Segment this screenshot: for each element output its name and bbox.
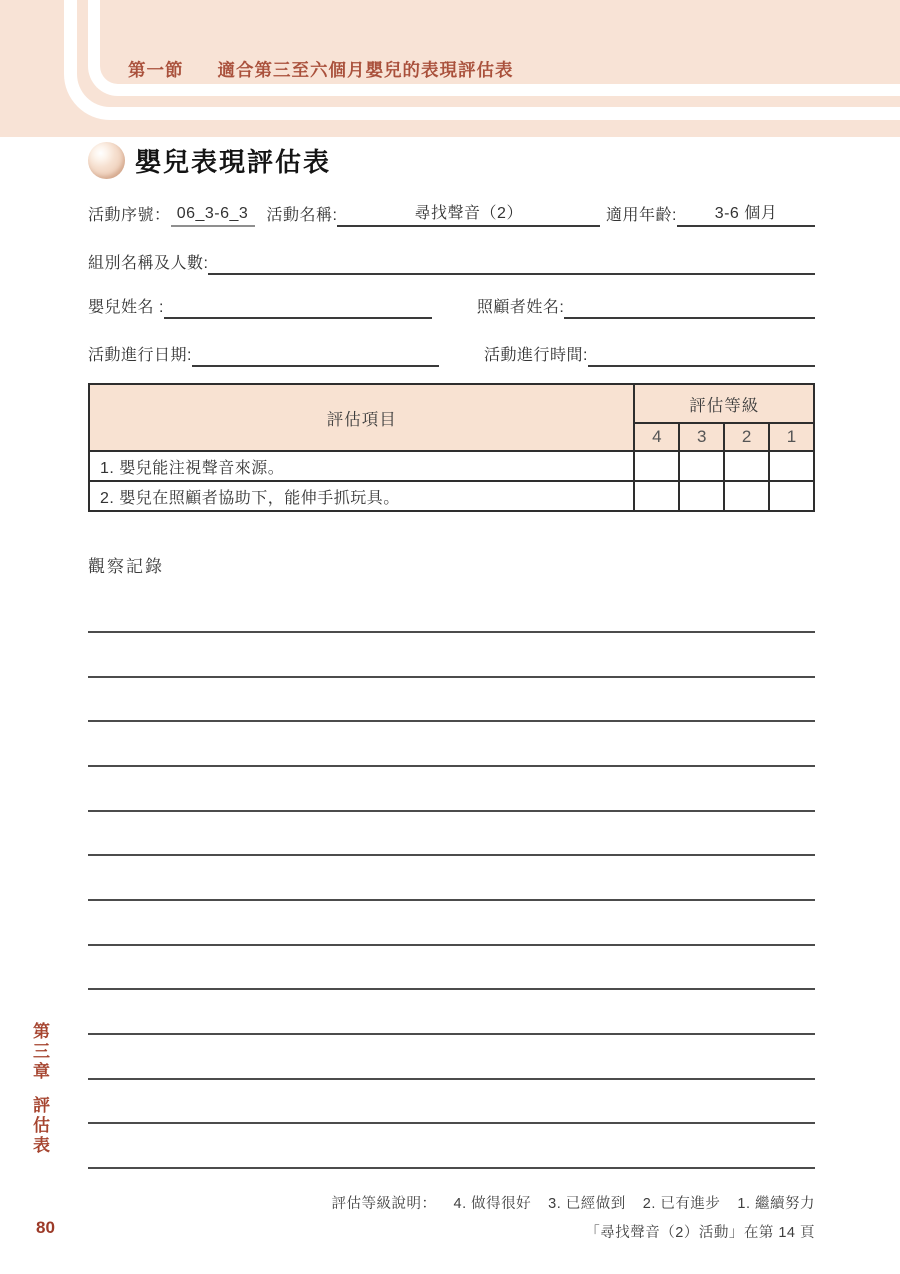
activity-no-label: 活動序號： (88, 207, 171, 224)
ruled-line (88, 944, 815, 946)
ruled-line (88, 899, 815, 901)
grade-note-1: 1. 繼續努力 (737, 1196, 815, 1212)
group-value (208, 255, 815, 275)
table-row (89, 451, 814, 481)
grade-cell (634, 481, 679, 511)
time-label: 活動進行時間: (483, 347, 588, 364)
chapter-label: 第三章 (30, 1022, 49, 1082)
ruled-line (88, 1167, 815, 1169)
form-row-names (88, 294, 815, 319)
activity-reference: 「尋找聲音（2）活動」在第 14 頁 (585, 1225, 815, 1241)
table-header-items: 評估項目 (89, 384, 634, 451)
caregiver-label: 照顧者姓名: (476, 299, 565, 316)
form-row-activity (88, 200, 815, 227)
table-header-grades: 評估等級 (634, 384, 814, 423)
section-title: 適合第三至六個月嬰兒的表現評估表 (217, 60, 514, 80)
activity-no-value: 06_3-6_3 (171, 205, 255, 227)
ruled-line (88, 720, 815, 722)
observation-label: 觀察記錄 (88, 557, 164, 576)
time-value (588, 347, 815, 367)
observation-lines (88, 631, 815, 1169)
date-value (192, 347, 439, 367)
ruled-line (88, 988, 815, 990)
grade-note-2: 2. 已有進步 (642, 1196, 721, 1212)
ruled-line (88, 631, 815, 633)
infant-name-value (164, 299, 432, 319)
grade-note-4: 4. 做得很好 (453, 1196, 532, 1212)
grade-cell (679, 481, 724, 511)
age-label: 適用年齡: (606, 207, 677, 224)
grade-cell (724, 481, 769, 511)
date-label: 活動進行日期: (88, 347, 192, 364)
grade-note-label: 評估等級說明： (331, 1196, 437, 1212)
ruled-line (88, 1033, 815, 1035)
grade-cell (634, 451, 679, 481)
table-row (89, 481, 814, 511)
grade-level-3: 3 (679, 423, 724, 451)
assessment-item-1: 1. 嬰兒能注視聲音來源。 (89, 451, 634, 481)
page-title: 嬰兒表現評估表 (135, 147, 332, 177)
grade-level-2: 2 (724, 423, 769, 451)
age-value: 3-6 個月 (677, 200, 815, 227)
grade-note-row (88, 1192, 815, 1213)
grade-cell (679, 451, 724, 481)
assessment-item-2: 2. 嬰兒在照顧者協助下，能伸手抓玩具。 (89, 481, 634, 511)
ruled-line (88, 676, 815, 678)
activity-name-value: 尋找聲音（2） (337, 200, 600, 227)
form-row-datetime (88, 342, 815, 367)
grade-note-3: 3. 已經做到 (548, 1196, 626, 1212)
section-heading (128, 57, 514, 82)
group-label: 組別名稱及人數: (88, 255, 209, 272)
pearl-bullet-icon (88, 142, 125, 179)
chapter-section-label: 評估表 (30, 1096, 49, 1156)
assessment-table (88, 383, 815, 512)
activity-name-label: 活動名稱: (266, 207, 338, 224)
ruled-line (88, 1122, 815, 1124)
header-band (0, 0, 900, 137)
infant-name-label: 嬰兒姓名 : (88, 299, 164, 316)
grade-cell (724, 451, 769, 481)
grade-cell (769, 481, 814, 511)
ruled-line (88, 1078, 815, 1080)
grade-level-4: 4 (634, 423, 679, 451)
grade-cell (769, 451, 814, 481)
ruled-line (88, 810, 815, 812)
chapter-tab (27, 1022, 52, 1156)
grade-level-1: 1 (769, 423, 814, 451)
caregiver-value (564, 299, 815, 319)
page-number: 80 (36, 1218, 55, 1237)
ruled-line (88, 765, 815, 767)
form-row-group (88, 250, 815, 275)
section-label: 第一節 (128, 60, 184, 80)
ruled-line (88, 854, 815, 856)
form-title-row (88, 142, 331, 179)
